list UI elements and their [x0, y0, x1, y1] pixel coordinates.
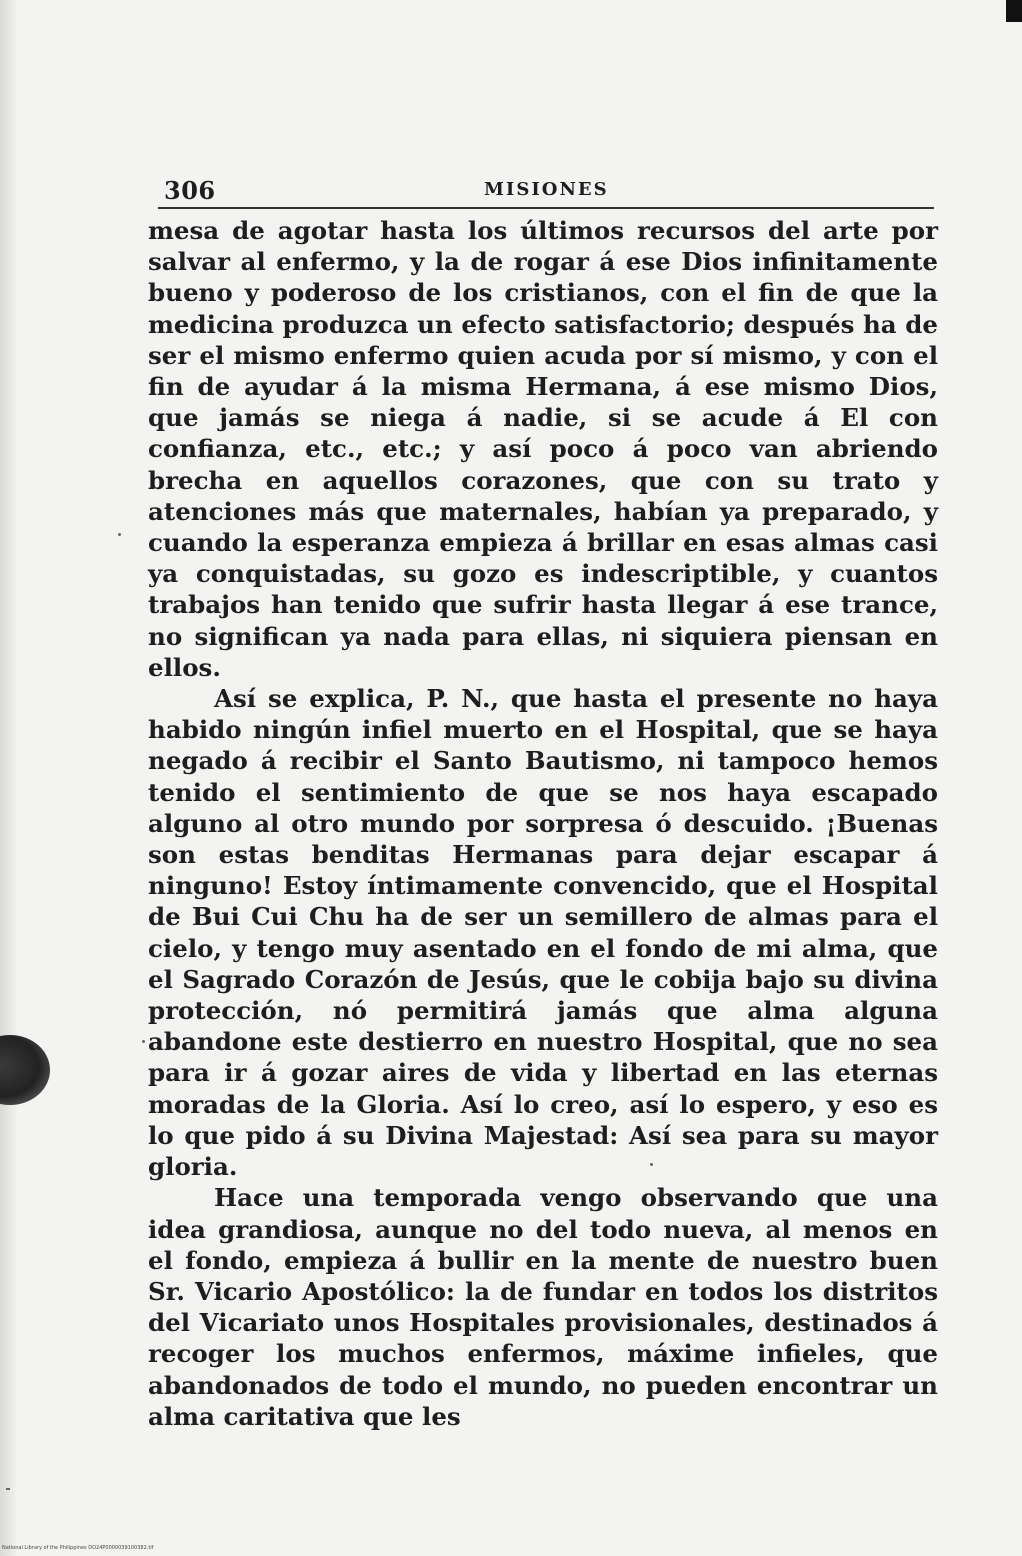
page-header — [164, 176, 934, 206]
paragraph-3: Hace una temporada vengo observando que una idea grandiosa, aunque no del todo nueva, al menos en el fondo, empieza á bullir en la mente de nuestro buen Sr. Vicario Apostólico: la de fundar en todos los distritos del Vicariato unos Hospitales provisionales, destinados á recoger los muchos enfermos, máxime infieles, que abandonados de todo el mundo, no pueden encontrar un alma caritativa que les — [148, 1183, 938, 1431]
margin-speck — [650, 1163, 653, 1166]
header-rule — [158, 207, 934, 209]
scan-credit: National Library of the Philippines DO24P0000039100382.tif — [2, 1545, 154, 1551]
page-number: 306 — [164, 176, 216, 205]
page-edge-shadow — [0, 0, 18, 1556]
margin-speck — [118, 533, 121, 536]
margin-speck — [142, 1040, 145, 1043]
margin-speck — [6, 1488, 10, 1490]
paragraph-2: Así se explica, P. N., que hasta el presente no haya habido ningún infiel muerto en el Hospital, que se haya negado á recibir el Santo Bautismo, ni tampoco hemos tenido el sentimiento de que se nos haya escapado alguno al otro mundo por sorpresa ó descuido. ¡Buenas son estas benditas Hermanas para dejar escapar á ninguno! Estoy íntimamente convencido, que el Hospital de Bui Cui Chu ha de ser un semillero de almas para el cielo, y tengo muy asentado en el fondo de mi alma, que el Sagrado Corazón de Jesús, que le cobija bajo su divina protección, nó permitirá jamás que alma alguna abandone este destierro en nuestro Hospital, que no sea para ir á gozar aires de vida y libertad en las eternas moradas de la Gloria. Así lo creo, así lo espero, y eso es lo que pido á su Divina Majestad: Así sea para su mayor gloria. — [148, 684, 938, 1182]
paragraph-1: mesa de agotar hasta los últimos recursos del arte por salvar al enfermo, y la de rogar á ese Dios infinitamente bueno y poderoso de los cristianos, con el fin de que la medicina produzca un efecto satisfactorio; después ha de ser el mismo enfermo quien acuda por sí mismo, y con el fin de ayudar á la misma Hermana, á ese mismo Dios, que jamás se niega á nadie, si se acude á El con confianza, etc., etc.; y así poco á poco van abriendo brecha en aquellos corazones, que con su trato y atenciones más que maternales, habían ya preparado, y cuando la esperanza empieza á brillar en esas almas casi ya conquistadas, su gozo es indescriptible, y cuantos trabajos han tenido que sufrir hasta llegar á ese trance, no significan ya nada para ellas, ni siquiera piensan en ellos. — [148, 216, 938, 682]
scanner-thumb-shadow — [0, 1035, 50, 1105]
scan-corner-mark — [1006, 0, 1022, 22]
running-title: MISIONES — [484, 179, 609, 200]
body-text — [148, 215, 938, 1432]
